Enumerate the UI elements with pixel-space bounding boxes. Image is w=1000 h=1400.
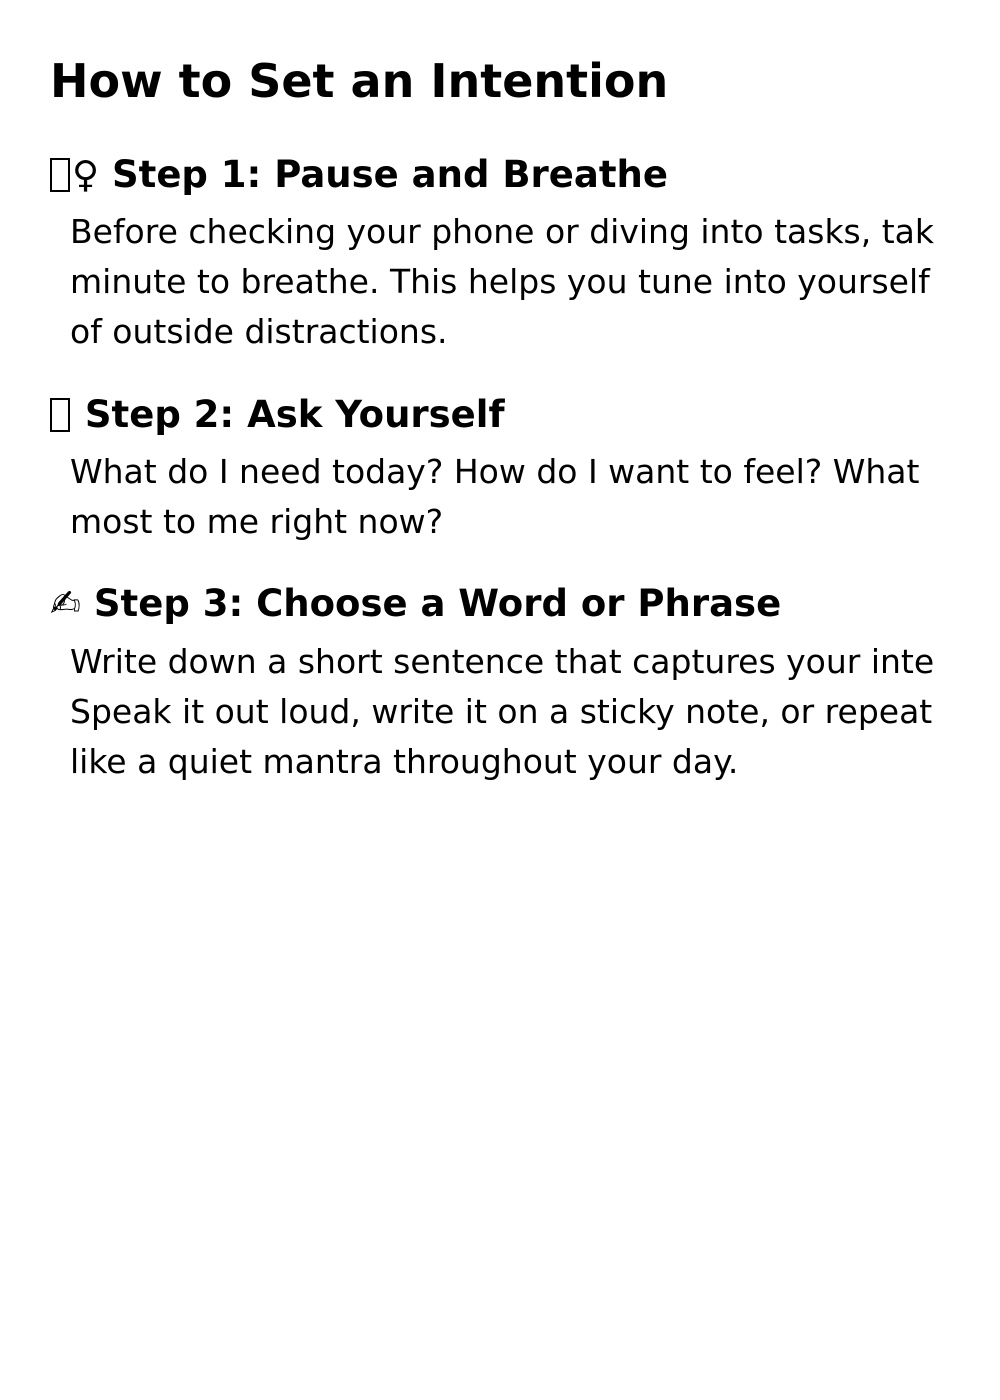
step-3-line-3: like a quiet mantra throughout your day.	[70, 742, 739, 781]
step-1-line-3: of outside distractions.	[70, 312, 448, 351]
step-1-line-1: Before checking your phone or diving into tasks, tak	[70, 212, 934, 251]
thinking-icon	[50, 392, 72, 438]
step-1-title: Step 1: Pause and Breathe	[112, 153, 668, 196]
step-1-line-2: minute to breathe. This helps you tune into yourself	[70, 262, 930, 301]
step-1-heading	[50, 152, 668, 198]
step-3-line-2: Speak it out loud, write it on a sticky note, or repeat	[70, 692, 933, 731]
step-3-body	[70, 637, 1000, 787]
step-3-heading	[50, 581, 781, 627]
step-2-line-2: most to me right now?	[70, 502, 444, 541]
step-2-heading	[50, 392, 505, 438]
step-1-body	[70, 207, 1000, 357]
page-title: How to Set an Intention	[50, 54, 669, 108]
step-2-title: Step 2: Ask Yourself	[84, 393, 505, 436]
step-2-line-1: What do I need today? How do I want to feel? What	[70, 452, 920, 491]
step-2-body	[70, 447, 1000, 547]
writing-hand-icon: ✍	[50, 582, 82, 625]
step-3-title: Step 3: Choose a Word or Phrase	[93, 582, 782, 625]
person-meditating-icon: ♀	[50, 152, 99, 198]
step-3-line-1: Write down a short sentence that captures your inte	[70, 642, 935, 681]
